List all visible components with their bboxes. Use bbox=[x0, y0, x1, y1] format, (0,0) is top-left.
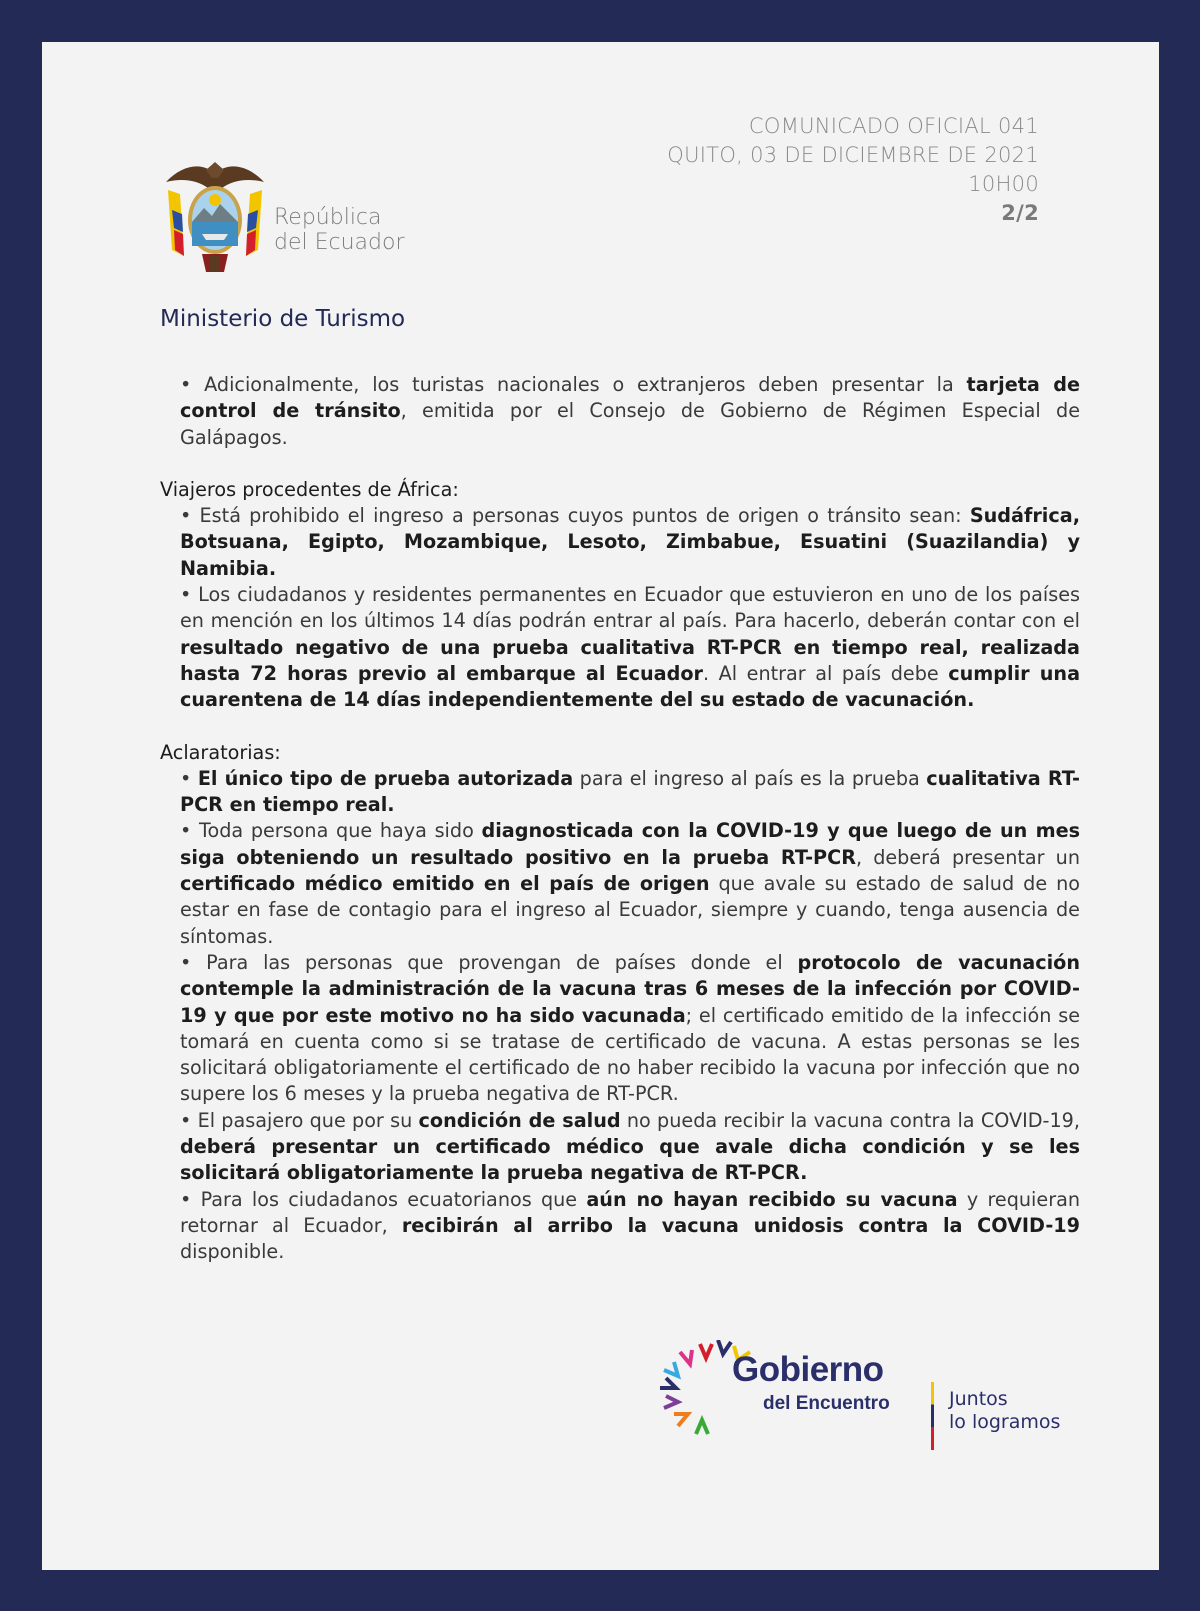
list-item: • Toda persona que haya sido diagnosticada con la COVID-19 y que luego de un mes siga obteniendo un resultado positivo en la prueba RT-PCR, deberá presentar un certificado médico emitido en el país de origen que avale su estado de salud de no estar en fase de contagio para el ingreso al Ecuador, siempre y cuando, tenga ausencia de síntomas. bbox=[180, 819, 1081, 948]
communique-date: QUITO, 03 DE DICIEMBRE DE 2021 bbox=[667, 143, 1039, 167]
list-item: • El pasajero que por su condición de salud no pueda recibir la vacuna contra la COVID-19, deberá presentar un certificado médico que avale dicha condición y se les solicitará obligatoriamente la prueba negativa de RT-PCR. bbox=[180, 1108, 1080, 1185]
list-item: • El único tipo de prueba autorizada para el ingreso al país es la prueba cualitativa RT-PCR en tiempo real. bbox=[180, 766, 1080, 817]
document-page bbox=[42, 42, 1159, 1570]
tricolor-divider bbox=[931, 1382, 934, 1450]
gobierno-subtitle: del Encuentro bbox=[763, 1393, 890, 1414]
communique-number: COMUNICADO OFICIAL 041 bbox=[748, 114, 1039, 138]
list-item: • Los ciudadanos y residentes permanentes en Ecuador que estuvieron en uno de los países en mención en los últimos 14 días podrán entrar al país. Para hacerlo, deberán contar con el resultado negativo de una prueba cualitativa RT-PCR en tiempo real, realizada hasta 72 horas previo al embarque al Ecuador. Al entrar al país debe cumplir una cuarentena de 14 días independientemente del su estado de vacunación. bbox=[180, 583, 1081, 712]
slogan: Juntos lo logramos bbox=[949, 1388, 1061, 1433]
coat-of-arms-icon bbox=[158, 160, 272, 280]
republic-name: República del Ecuador bbox=[274, 205, 405, 255]
list-item: • Para los ciudadanos ecuatorianos que aún no hayan recibido su vacuna y requieran retornar al Ecuador, recibirán al arribo la vacuna unidosis contra la COVID-19 disponible. bbox=[180, 1187, 1081, 1264]
gobierno-title: Gobierno bbox=[732, 1350, 884, 1389]
section-heading-aclaratorias: Aclaratorias: bbox=[160, 740, 281, 764]
list-item: • Está prohibido el ingreso a personas cuyos puntos de origen o tránsito sean: Sudáfrica, Botsuana, Egipto, Mozambique, Lesoto, Zimbabue, Esuatini (Suazilandia) y Namibia. bbox=[180, 504, 1080, 580]
document-body bbox=[160, 372, 1080, 1266]
page-number: 2/2 bbox=[1001, 201, 1039, 225]
communique-header bbox=[667, 112, 1039, 228]
paragraph-galapagos: • Adicionalmente, los turistas nacionales o extranjeros deben presentar la tarjeta de control de tránsito, emitida por el Consejo de Gobierno de Régimen Especial de Galápagos. bbox=[180, 373, 1080, 449]
ministry-title: Ministerio de Turismo bbox=[160, 306, 406, 332]
section-heading-africa: Viajeros procedentes de África: bbox=[160, 477, 459, 501]
list-item: • Para las personas que provengan de países donde el protocolo de vacunación contemple la administración de la vacuna tras 6 meses de la infección por COVID-19 y que por este motivo no ha sido vacunada; el certificado emitido de la infección se tomará en cuenta como si se tratase de certificado de vacuna. A estas personas se les solicitará obligatoriamente el certificado de no haber recibido la vacuna por infección que no supere los 6 meses y la prueba negativa de RT-PCR. bbox=[180, 950, 1081, 1106]
communique-time: 10H00 bbox=[968, 172, 1039, 196]
